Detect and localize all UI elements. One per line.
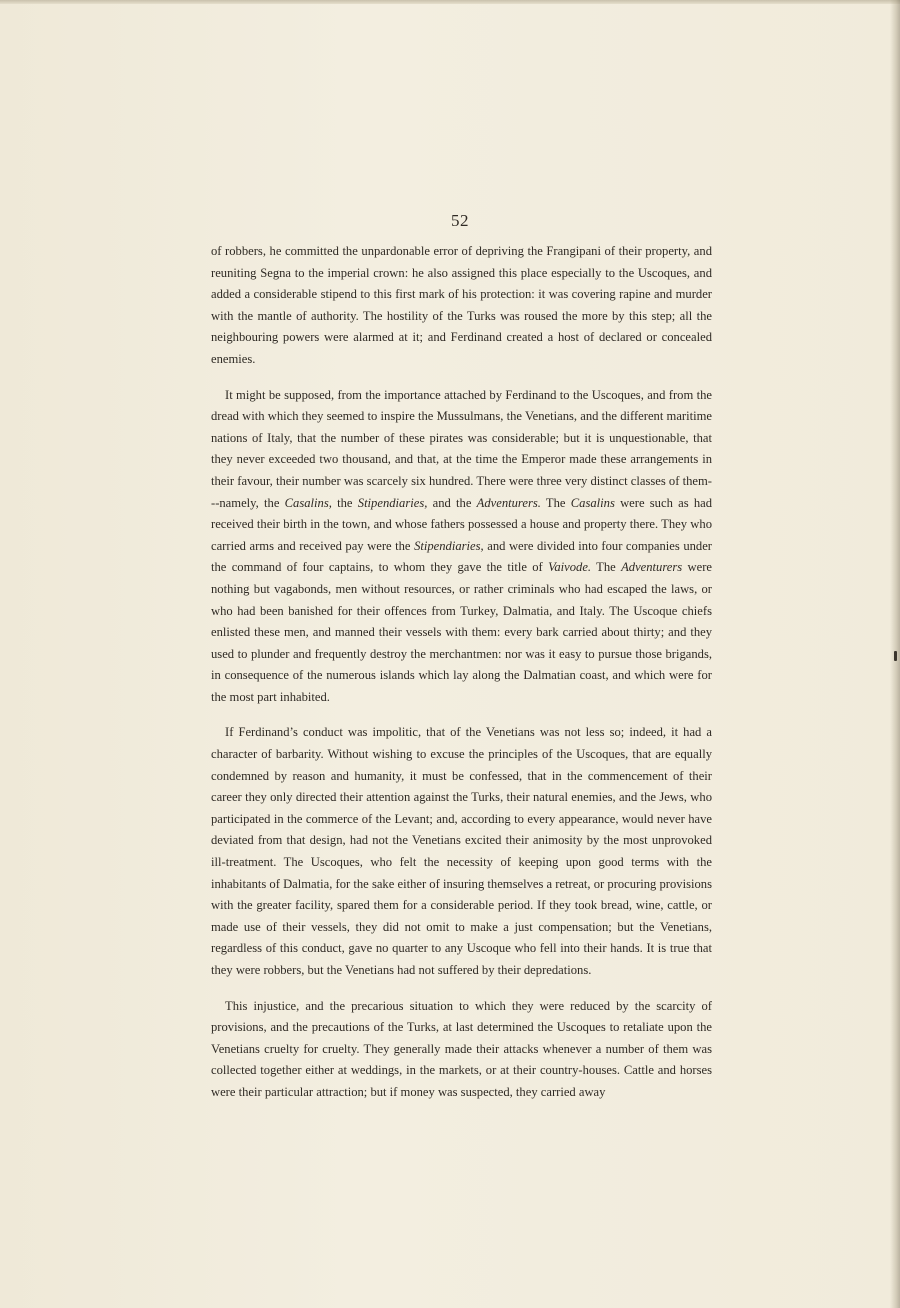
text-span: were nothing but vagabonds, men without resources, or rather criminals who had escaped the laws, or who had been banished for their offences from Turkey, Dalmatia, and Italy. The Uscoque chiefs enlisted these men, and manned their vessels with them: every bark carried about thirty; and they used to plunder and frequently destroy the merchantmen: nor was it easy to pursue those brigands, in consequence of the numerous islands which lay along the Dalmatian coast, and which were for the most part inhabited.: [211, 560, 712, 704]
text-span: This injustice, and the precarious situation to which they were reduced by the scarcity of provisions, and the precautions of the Turks, at last determined the Uscoques to retaliate upon the Venetians cruelty for cruelty. They generally made their attacks whenever a number of them was collected together either at weddings, in the markets, or at their country-houses. Cattle and horses were their particular attraction; but if money was suspected, they carried away: [211, 998, 712, 1099]
page-top-edge: [0, 0, 900, 4]
paragraph-4: [211, 996, 712, 1104]
paragraph-3: [211, 722, 712, 981]
italic-term: Adventurers: [621, 560, 683, 575]
text-span: The: [591, 560, 622, 575]
text-span: and were divided into four companies under the command of four captains, to whom they gave the title of: [211, 538, 712, 575]
italic-term: Vaivode.: [548, 560, 592, 575]
text-span: The: [540, 495, 571, 510]
page-number: 52: [451, 211, 469, 230]
text-span: and the: [427, 495, 477, 510]
paragraph-2: [211, 385, 712, 709]
text-span: If Ferdinand’s conduct was impolitic, that of the Venetians was not less so; indeed, it had a character of barbarity. Without wishing to excuse the principles of the Uscoques, that are equally condemned by reason and humanity, it must be confessed, that in the commencement of their career they only directed their attention against the Turks, their natural enemies, and the Jews, who participated in the commerce of the Levant; and, according to every appearance, would never have deviated from that design, had not the Venetians excited their animosity by the most unprovoked ill-treatment. The Uscoques, who felt the necessity of keeping upon good terms with the inhabitants of Dalmatia, for the sake either of insuring themselves a retreat, or procuring provisions with the greater facility, spared them for a considerable period. If they took bread, wine, cattle, or made use of their vessels, they did not omit to make a just compensation; but the Venetians, regardless of this conduct, gave no quarter to any Uscoque who fell into their hands. It is true that they were robbers, but the Venetians had not suffered by their depredations.: [211, 725, 712, 977]
paragraph-1: [211, 241, 712, 371]
italic-term: Casalins,: [284, 495, 332, 510]
text-span: of robbers, he committed the unpardonable error of depriving the Frangipani of their property, and reuniting Segna to the imperial crown: he also assigned this place especially to the Uscoques, and added a considerable stipend to this first mark of his protection: it was covering rapine and murder with the mantle of authority. The hostility of the Turks was roused the more by this step; all the neighbouring powers were alarmed at it; and Ferdinand created a host of declared or concealed enemies.: [211, 244, 712, 366]
body-text: [211, 241, 712, 1104]
italic-term: Casalins: [570, 495, 615, 510]
edge-mark: [894, 651, 897, 661]
italic-term: Stipendiaries,: [357, 495, 428, 510]
text-span: the: [331, 495, 358, 510]
text-span: were such as had received their birth in the town, and whose fathers possessed a house and property there. They who carried arms and received pay were the: [211, 495, 713, 553]
italic-term: Adventurers.: [476, 495, 541, 510]
text-span: It might be supposed, from the importance attached by Ferdinand to the Uscoques, and from the dread with which they seemed to inspire the Mussulmans, the Venetians, and the different maritime nations of Italy, that the number of these pirates was considerable; but it is unquestionable, that they never exceeded two thousand, and that, at the time the Emperor made these arrangements in their favour, their number was scarcely six hundred. There were three very distinct classes of them---namely, the: [211, 387, 712, 510]
italic-term: Stipendiaries,: [414, 538, 484, 553]
